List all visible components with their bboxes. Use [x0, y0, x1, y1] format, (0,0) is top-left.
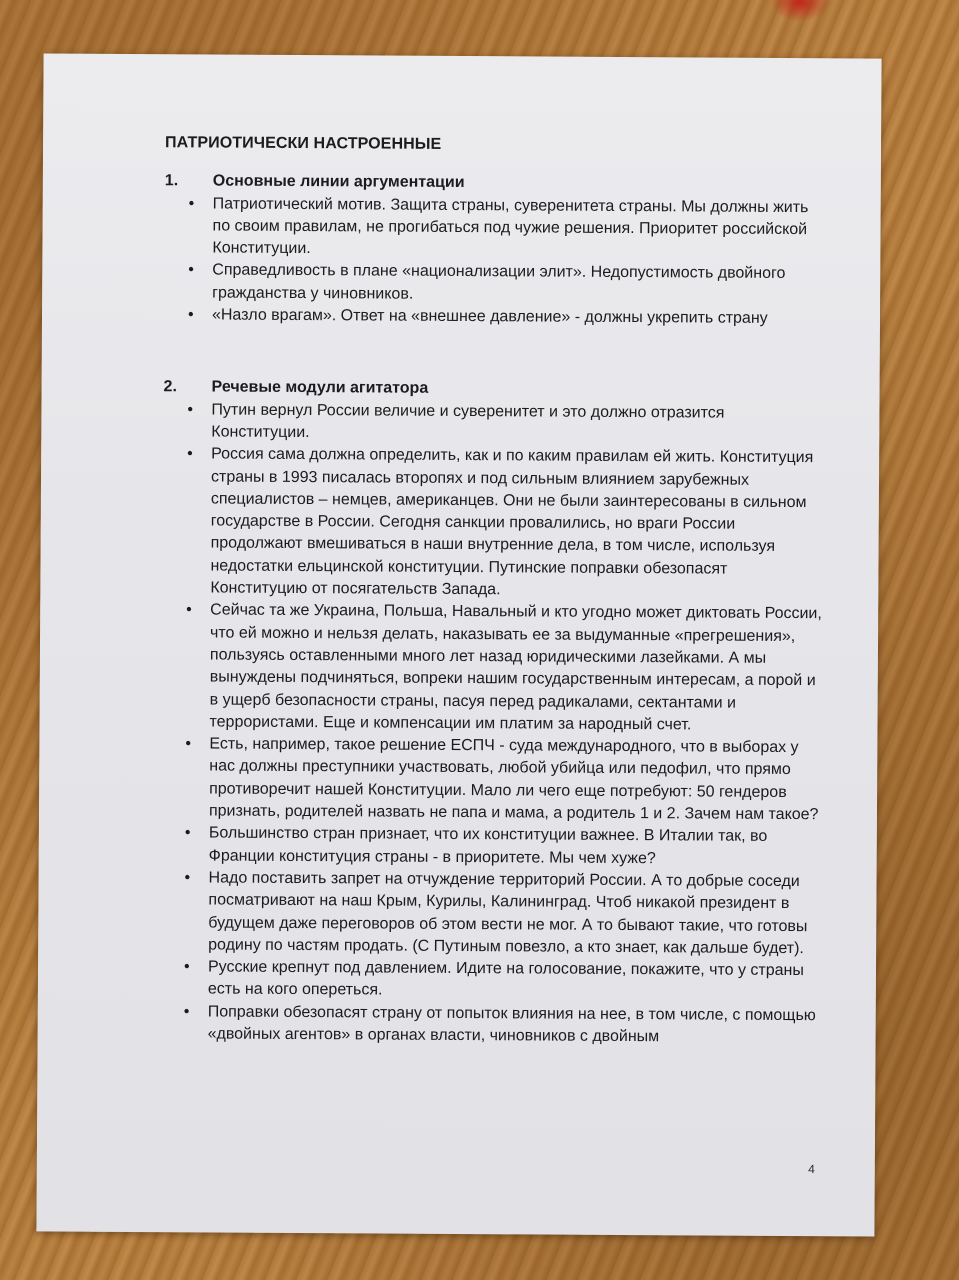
- bullet-text: Надо поставить запрет на отчуждение территорий России. А то добрые соседи посматривают на наш Крым, Курилы, Калининград. Чтоб никакой президент в будущем даже переговоров об этом вести не мог. А то бывают такие, что готовы родину по частям продать. (С Путиным повезло, а кто знает, как дальше будет).: [208, 869, 808, 957]
- list-item: [160, 1001, 820, 1050]
- section-title: Речевые модули агитатора: [211, 378, 429, 398]
- bullet-text: Большинство стран признает, что их конституции важнее. В Италии так, во Франции конституция страны - в приоритете. Мы чем хуже?: [208, 824, 768, 867]
- section-speech-modules: [160, 377, 824, 1050]
- bullet-text: Справедливость в плане «национализации элит». Недопустимость двойного гражданства у чиновников.: [212, 261, 786, 303]
- page-number: 4: [808, 1162, 815, 1177]
- section-arguments: [164, 170, 825, 330]
- list-item: [161, 733, 822, 826]
- bullet-list: [160, 399, 824, 1050]
- paper-sheet: [36, 53, 881, 1236]
- bullet-text: Русские крепнут под давлением. Идите на голосование, покажите, что у страны есть на кого опереться.: [207, 958, 804, 999]
- bullet-icon: •: [187, 401, 194, 419]
- section-number: 2.: [163, 378, 177, 396]
- bullet-icon: •: [188, 194, 195, 212]
- bullet-text: Есть, например, такое решение ЕСПЧ - суда международного, что в выборах у нас должны преступники участвовать, любой убийца или педофил, что прямо противоречит нашей Конституции. Мало ли чего еще потребуют: 50 гендеров признать, родителей назвать не папа и мама, а родитель 1 и 2. Зачем нам такое?: [208, 735, 819, 824]
- bullet-icon: •: [185, 735, 192, 753]
- list-item: [161, 822, 821, 871]
- document-title: ПАТРИОТИЧЕСКИ НАСТРОЕННЫЕ: [165, 134, 442, 153]
- bullet-text: Сейчас та же Украина, Польша, Навальный и кто угодно может диктовать России, что ей можно и нельзя делать, наказывать ее за выдуманные «прегрешения», пользуясь оставленными много лет назад юридическими лазейками. А мы вынуждены подчиняться, вопреки нашим государственным интересам, а порой и в ущерб безопасности страны, пасуя перед радикалами, сектантами и террористами. Еще и компенсации им платим за народный счет.: [209, 601, 822, 734]
- list-item: [160, 956, 820, 1005]
- document-content: [160, 132, 826, 1049]
- red-stain: [770, 0, 830, 22]
- bullet-icon: •: [187, 445, 193, 463]
- list-item: [164, 260, 824, 309]
- bullet-icon: •: [183, 1003, 190, 1021]
- list-item: [163, 399, 823, 448]
- bullet-text: Поправки обезопасят страну от попыток влияния на нее, в том числе, с помощью «двойных агентов» в органах власти, чиновников с двойным: [207, 1003, 816, 1046]
- section-title: Основные линии аргументации: [212, 172, 465, 192]
- bullet-icon: •: [188, 261, 194, 279]
- bullet-icon: •: [187, 306, 194, 324]
- list-item: [160, 867, 821, 960]
- section-number: 1.: [164, 172, 179, 190]
- list-item: [164, 193, 824, 264]
- bullet-list: [164, 193, 825, 331]
- bullet-text: «Назло врагам». Ответ на «внешнее давление» - должны укрепить страну: [211, 306, 768, 327]
- bullet-icon: •: [186, 601, 192, 619]
- list-item: [162, 443, 823, 603]
- bullet-icon: •: [184, 869, 191, 887]
- bullet-text: Путин вернул России величие и суверенитет и это должно отразится Конституции.: [211, 401, 725, 442]
- list-item: [164, 304, 824, 330]
- list-item: [161, 600, 822, 738]
- bullet-icon: •: [184, 824, 191, 842]
- bullet-text: Россия сама должна определить, как и по каким правилам ей жить. Конституция страны в 1993 писалась второпях и под сильным влиянием зарубежных специалистов – немцев, американцев. Они не были заинтересованы в сильном государстве в России. Сегодня санкции провалились, но враги России продолжают вмешиваться в наши внутренние дела, в том числе, используя недостатки ельцинской конституции. Путинские поправки обезопасят Конституцию от посягательств Запада.: [210, 445, 814, 599]
- bullet-icon: •: [183, 958, 190, 976]
- bullet-text: Патриотический мотив. Защита страны, суверенитета страны. Мы должны жить по своим правилам, не прогибаться под чужие решения. Приоритет российской Конституции.: [212, 195, 809, 258]
